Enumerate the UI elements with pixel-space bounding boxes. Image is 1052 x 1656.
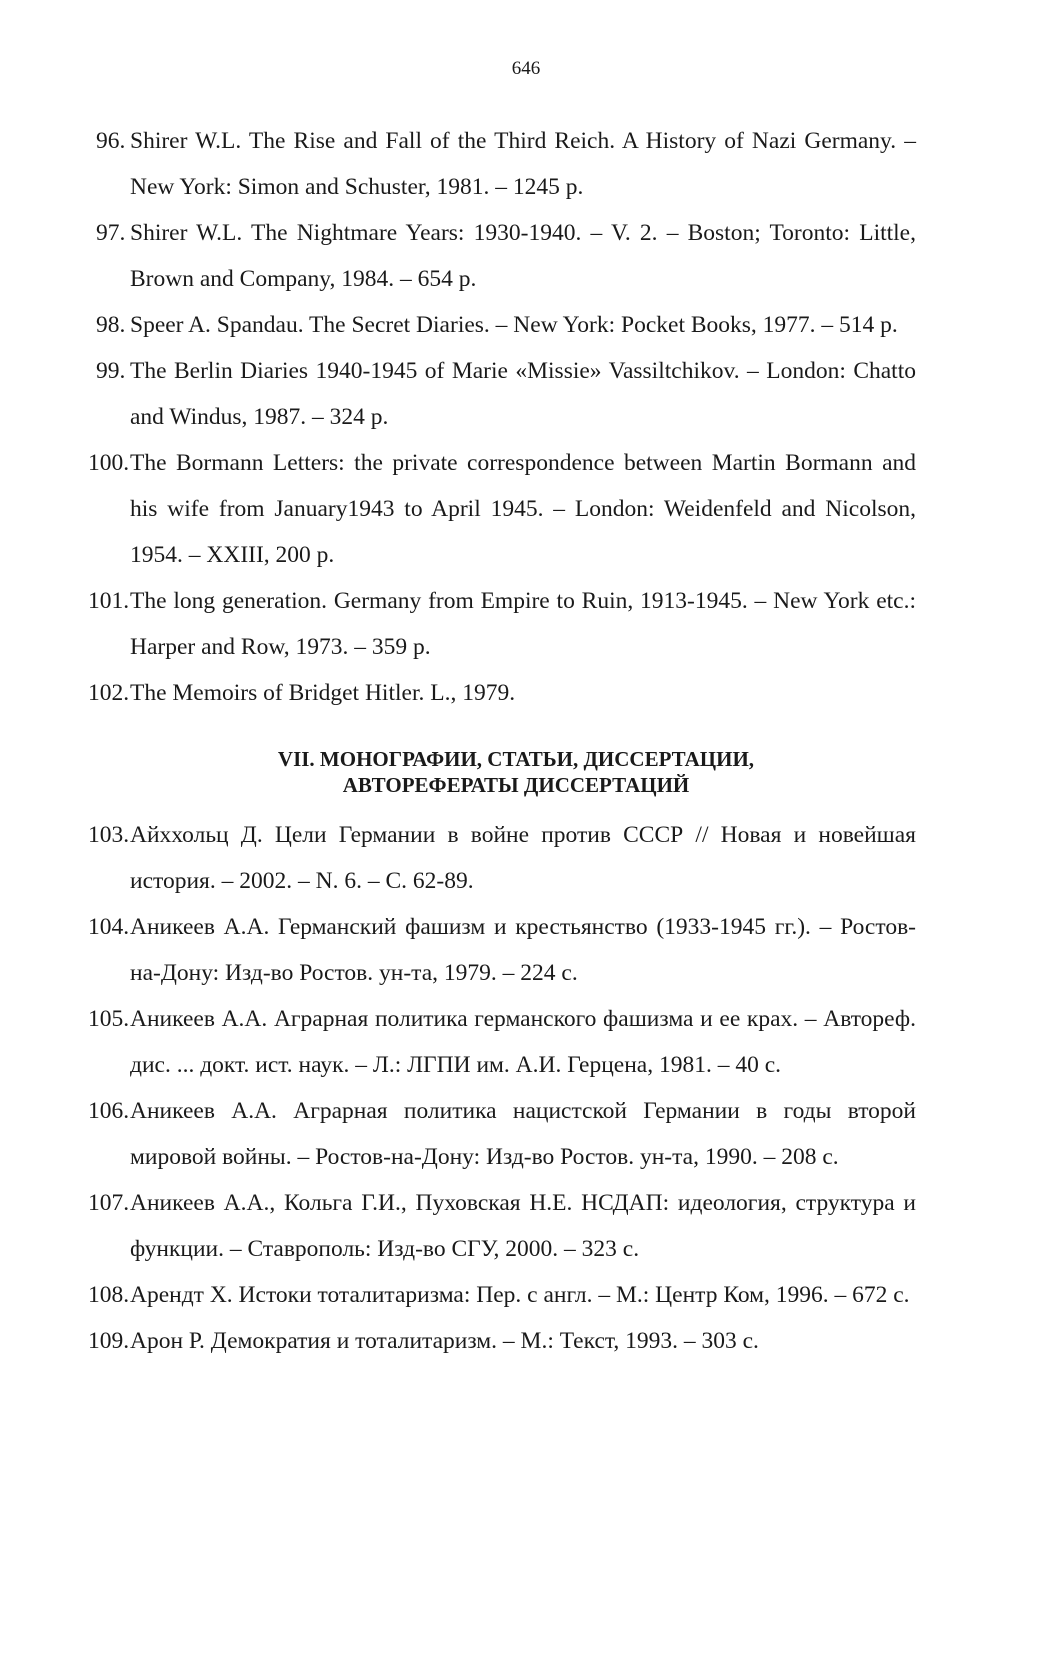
bibliography-entry-98 [96, 302, 916, 348]
bibliography-entry-106 [88, 1088, 916, 1180]
bibliography-list [88, 118, 916, 1364]
entry-text: The Memoirs of Bridget Hitler. L., 1979. [130, 680, 516, 706]
section-heading-line-2: АВТОРЕФЕРАТЫ ДИССЕРТАЦИЙ [342, 773, 690, 797]
entry-number: 104. [88, 914, 130, 940]
bibliography-entry-97 [96, 210, 916, 302]
entry-number: 105. [88, 1006, 130, 1032]
entry-number: 101. [88, 588, 130, 614]
bibliography-entry-103 [88, 812, 916, 904]
entry-number: 98. [96, 312, 126, 338]
entry-text: Shirer W.L. The Nightmare Years: 1930-1940. – V. 2. – Boston; Toronto: Little, Brown and Company, 1984. – 654 p. [130, 220, 916, 292]
bibliography-entry-99 [96, 348, 916, 440]
entry-text: Арендт Х. Истоки тоталитаризма: Пер. с англ. – М.: Центр Ком, 1996. – 672 с. [130, 1282, 910, 1308]
entry-number: 108. [88, 1282, 130, 1308]
entry-text: The long generation. Germany from Empire to Ruin, 1913-1945. – New York etc.: Harper and Row, 1973. – 359 p. [130, 588, 916, 660]
entry-text: The Bormann Letters: the private correspondence between Martin Bormann and his wife from January1943 to April 1945. – London: Weidenfeld and Nicolson, 1954. – XXIII, 200 p. [130, 450, 916, 568]
bibliography-entry-108 [88, 1272, 916, 1318]
bibliography-entry-96 [96, 118, 916, 210]
entry-text: Айххольц Д. Цели Германии в войне против СССР // Новая и новейшая история. – 2002. – N. 6. – С. 62-89. [130, 822, 916, 894]
entry-text: Shirer W.L. The Rise and Fall of the Third Reich. A History of Nazi Germany. – New York: Simon and Schuster, 1981. – 1245 p. [130, 128, 916, 200]
entry-number: 109. [88, 1328, 130, 1354]
entry-text: Арон Р. Демократия и тоталитаризм. – М.: Текст, 1993. – 303 с. [130, 1328, 759, 1354]
entry-number: 99. [96, 358, 126, 384]
entry-number: 100. [88, 450, 130, 476]
entry-number: 107. [88, 1190, 130, 1216]
entry-number: 103. [88, 822, 130, 848]
entry-number: 102. [88, 680, 130, 706]
entry-number: 96. [96, 128, 126, 154]
entry-text: Аникеев А.А. Аграрная политика германского фашизма и ее крах. – Автореф. дис. ... докт. ист. наук. – Л.: ЛГПИ им. А.И. Герцена, 1981. – 40 с. [130, 1006, 916, 1078]
entry-text: Аникеев А.А., Кольга Г.И., Пуховская Н.Е. НСДАП: идеология, структура и функции. – Ставрополь: Изд-во СГУ, 2000. – 323 с. [130, 1190, 916, 1262]
bibliography-entry-101 [88, 578, 916, 670]
entry-number: 106. [88, 1098, 130, 1124]
bibliography-entry-105 [88, 996, 916, 1088]
bibliography-entry-104 [88, 904, 916, 996]
section-heading-line-1: VII. МОНОГРАФИИ, СТАТЬИ, ДИССЕРТАЦИИ, [277, 747, 755, 771]
entry-number: 97. [96, 220, 126, 246]
bibliography-entry-109 [88, 1318, 916, 1364]
entry-text: Аникеев А.А. Германский фашизм и крестьянство (1933-1945 гг.). – Ростов-на-Дону: Изд-во Ростов. ун-та, 1979. – 224 с. [130, 914, 916, 986]
entry-text: Speer A. Spandau. The Secret Diaries. – New York: Pocket Books, 1977. – 514 p. [130, 312, 898, 338]
bibliography-entry-102 [88, 670, 916, 716]
page-number: 646 [511, 58, 541, 79]
entry-text: The Berlin Diaries 1940-1945 of Marie «Missie» Vassiltchikov. – London: Chatto and Windus, 1987. – 324 p. [130, 358, 916, 430]
bibliography-entry-100 [88, 440, 916, 578]
bibliography-entry-107 [88, 1180, 916, 1272]
entry-text: Аникеев А.А. Аграрная политика нацистской Германии в годы второй мировой войны. – Ростов-на-Дону: Изд-во Ростов. ун-та, 1990. – 208 с. [130, 1098, 916, 1170]
section-heading [96, 746, 916, 798]
